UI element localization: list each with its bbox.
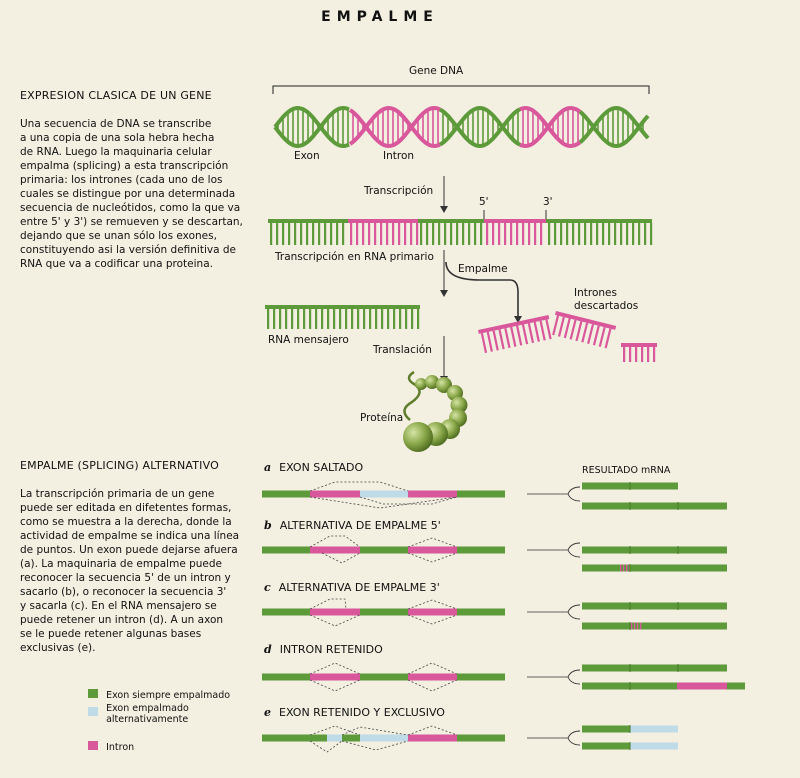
row-b-label [264, 519, 441, 532]
legend-alt-line1: Exon empalmado [106, 703, 189, 714]
rna-primary-transcript [268, 219, 652, 245]
legend-swatch-alt [88, 707, 98, 716]
descartados-label: descartados [574, 300, 639, 312]
alternative-line: puede ser editada en difetentes formas, [20, 502, 232, 514]
alternative-line: como se muestra a la derecha, donde la [20, 516, 232, 528]
legend-intron-text: Intron [106, 742, 135, 753]
rna-mensajero-strand [265, 305, 420, 329]
legend-swatch-intron [88, 741, 98, 750]
gene-dna-bracket [273, 86, 649, 94]
row-b-text: ALTERNATIVA DE EMPALME 5' [279, 519, 441, 532]
legend-swatch-exon [88, 689, 98, 698]
row-a-letter: a [264, 461, 272, 474]
classic-line: RNA que va a codificar una proteina. [20, 258, 213, 270]
row-a-text: EXON SALTADO [279, 461, 364, 474]
dna-helix [275, 108, 648, 146]
transcripcion-label: Transcripción [364, 185, 434, 197]
classic-line: constituyendo asi la versión definitiva de [20, 244, 236, 256]
classic-line: empalma (splicing) a esta transcripción [20, 160, 229, 172]
alternative-line: exclusivas (e). [20, 642, 96, 654]
legend-exon-always [88, 683, 230, 702]
classic-line: entre 5' y 3') se remueven y se descartan, [20, 216, 243, 228]
intrones-label: Intrones [574, 287, 617, 299]
row-e-text: EXON RETENIDO Y EXCLUSIVO [279, 706, 445, 719]
legend-exon-alt [88, 703, 189, 726]
classic-line: dejando que se unan sólo los exones, [20, 230, 217, 242]
protein-chain [403, 372, 468, 452]
gene-dna-label: Gene DNA [409, 65, 464, 77]
row-e-letter: e [264, 706, 271, 719]
alternative-line: (a). La maquinaria de empalme puede [20, 558, 223, 570]
alternative-line: actividad de empalme se indica una línea [20, 530, 240, 542]
row-d-label [264, 643, 383, 656]
alternative-heading: EMPALME (SPLICING) ALTERNATIVO [20, 459, 220, 472]
classic-line: a una copia de una sola hebra hecha [20, 132, 215, 144]
classic-line: primaria: los intrones (cada uno de los [20, 174, 223, 186]
row-d-letter: d [264, 643, 272, 656]
alternative-line: La transcripción primaria de un gene [20, 488, 215, 500]
row-c-label [264, 581, 440, 594]
resultado-label: RESULTADO mRNA [582, 465, 671, 476]
empalme-label: Empalme [458, 263, 508, 275]
legend-alt-line2: alternativamente [106, 714, 189, 725]
row-d-text: INTRON RETENIDO [279, 643, 383, 656]
alternative-line: sacarlo (b), o reconocer la secuencia 3' [20, 586, 227, 598]
legend-intron [88, 735, 134, 754]
row-c-text: ALTERNATIVA DE EMPALME 3' [278, 581, 440, 594]
legend-exon-alt-text [106, 703, 189, 725]
rna-mensajero-label: RNA mensajero [268, 334, 349, 346]
proteina-label: Proteína [360, 412, 404, 424]
alternative-line: y sacarla (c). En el RNA mensajero se [20, 600, 217, 612]
traslacion-label: Translación [373, 344, 432, 356]
alternative-line: de puntos. Un exon puede dejarse afuera [20, 544, 238, 556]
exon-label: Exon [294, 150, 320, 162]
classic-line: Una secuencia de DNA se transcribe [20, 118, 212, 130]
row-c-letter: c [264, 581, 271, 594]
alternative-line: reconocer la secuencia 5' de un intron y [20, 572, 231, 584]
classic-line: secuencia de nucleótidos, como la que va [20, 202, 241, 214]
three-prime-label: 3' [543, 196, 553, 208]
classic-heading: EXPRESION CLASICA DE UN GENE [20, 89, 212, 102]
alternative-line: se le puede retener algunas bases [20, 628, 202, 640]
intron-label: Intron [383, 150, 415, 162]
five-prime-label: 5' [479, 196, 489, 208]
classic-line: cuales se distingue por una determinada [20, 188, 236, 200]
page-title: EMPALME [321, 9, 439, 25]
discarded-introns [478, 311, 657, 362]
row-a-label [264, 461, 363, 474]
classic-line: de RNA. Luego la maquinaria celular [20, 146, 212, 158]
alternative-line: puede retener un intron (d). A un axon [20, 614, 224, 626]
rna-primario-label: Transcripción en RNA primario [275, 251, 434, 263]
row-b-letter: b [264, 519, 272, 532]
legend-exon-always-text: Exon siempre empalmado [106, 690, 231, 701]
row-e-label [264, 706, 445, 719]
